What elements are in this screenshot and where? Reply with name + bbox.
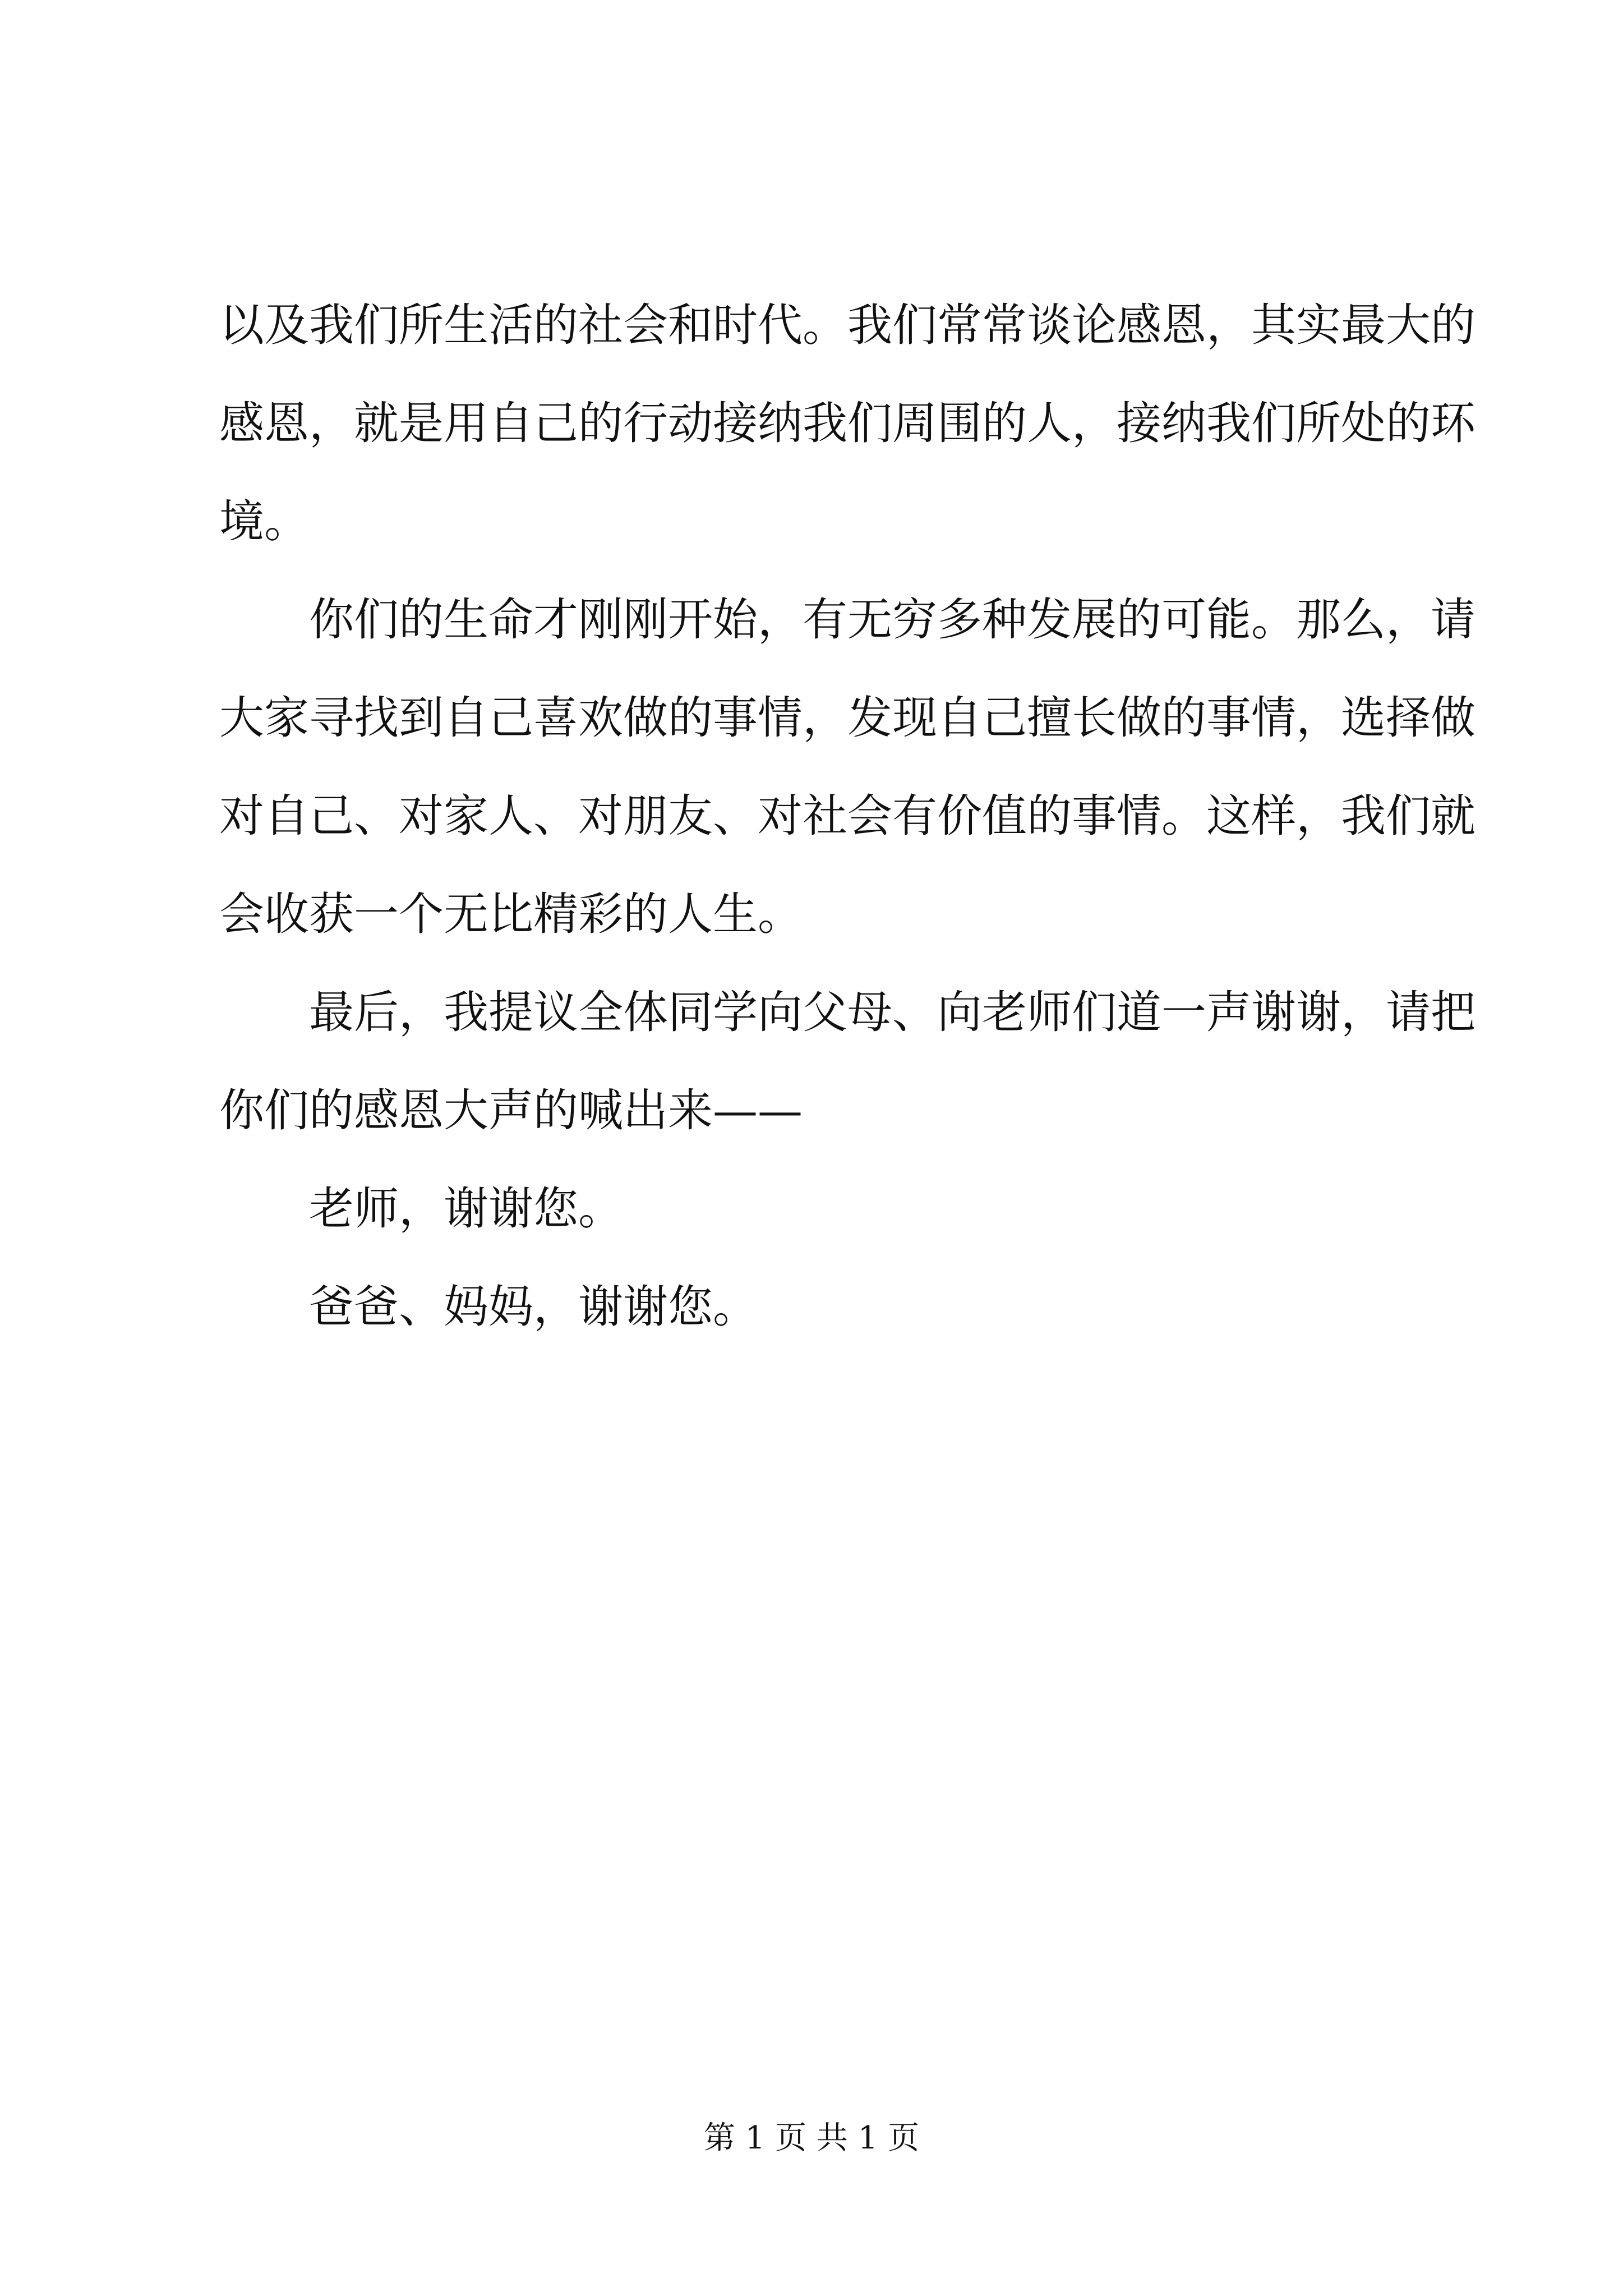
paragraph-2-line-2: 大家寻找到自己喜欢做的事情，发现自己擅长做的事情，选择做: [219, 692, 1476, 744]
paragraph-1-line-1: 以及我们所生活的社会和时代。我们常常谈论感恩，其实最大的: [219, 299, 1476, 351]
paragraph-1-line-2: 感恩，就是用自己的行动接纳我们周围的人，接纳我们所处的环: [219, 397, 1476, 449]
paragraph-4-line-1: 老师，谢谢您。: [309, 1182, 623, 1235]
page-number-footer: 第 1 页 共 1 页: [703, 2120, 920, 2156]
paragraph-2-line-3: 对自己、对家人、对朋友、对社会有价值的事情。这样，我们就: [219, 790, 1476, 842]
paragraph-3-line-1: 最后，我提议全体同学向父母、向老师们道一声谢谢，请把: [309, 986, 1476, 1038]
paragraph-3-line-2: 你们的感恩大声的喊出来——: [219, 1084, 803, 1137]
paragraph-5-line-1: 爸爸、妈妈，谢谢您。: [309, 1281, 758, 1333]
paragraph-1-line-3: 境。: [219, 495, 309, 547]
paragraph-2-line-1: 你们的生命才刚刚开始，有无穷多种发展的可能。那么，请: [309, 593, 1476, 646]
paragraph-2-line-4: 会收获一个无比精彩的人生。: [219, 888, 803, 940]
document-body: [219, 276, 1476, 1356]
